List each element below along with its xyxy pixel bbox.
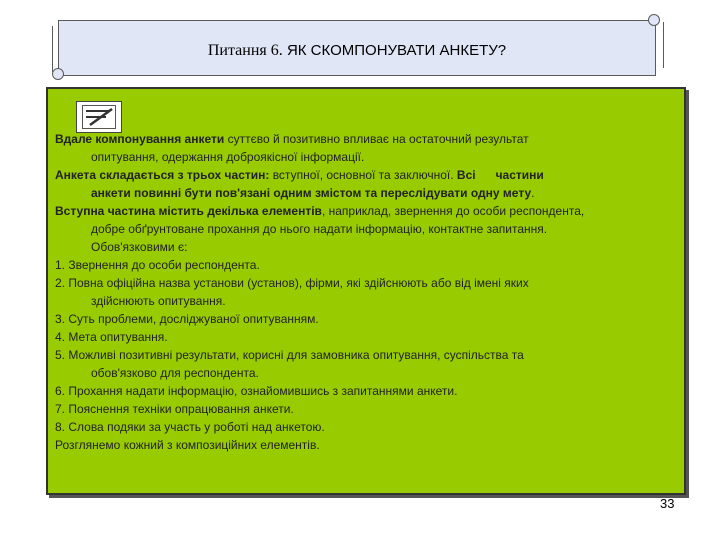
list-item-cont: здійснюють опитування. — [91, 294, 226, 308]
content-text — [55, 130, 679, 454]
p1-rest: суттєво й позитивно впливає на остаточний результат — [224, 132, 529, 146]
paragraph-2 — [55, 166, 679, 184]
list-item: 5. Можливі позитивні результати, корисні для замовника опитування, суспільства та — [55, 348, 524, 362]
p2-bold2: Всі частини — [453, 168, 544, 182]
p3-line3: Обов'язковими є: — [91, 240, 188, 254]
list-item: 2. Повна офіційна назва установи (установ), фірми, які здійснюють або від імені яких — [55, 276, 529, 290]
p1-bold: Вдале компонування анкети — [55, 132, 225, 146]
p3-bold: Вступна частина містить декілька елементів — [55, 204, 322, 218]
list-item-cont: обов'язково для респондента. — [91, 366, 259, 380]
page-title — [50, 42, 664, 60]
note-card-icon — [76, 101, 122, 133]
p2-line2-wrap — [55, 184, 679, 202]
p2-bold: Анкета складається з трьох частин: — [55, 168, 270, 182]
paragraph-3 — [55, 202, 679, 220]
p3-line2: добре обґрунтоване прохання до нього надати інформацію, контактне запитання. — [91, 222, 548, 236]
closing-text: Розглянемо кожний з композиційних елементів. — [55, 438, 320, 452]
title-banner — [50, 14, 664, 80]
scroll-curl-top — [648, 14, 660, 26]
title-main: ЯК СКОМПОНУВАТИ АНКЕТУ? — [286, 42, 507, 59]
list-item: 6. Прохання надати інформацію, ознайомившись з запитаннями анкети. — [55, 384, 458, 398]
list-item: 4. Мета опитування. — [55, 330, 168, 344]
title-prefix: Питання 6. — [207, 42, 283, 59]
p1-line2: опитування, одержання доброякісної інформації. — [91, 150, 365, 164]
list-item: 7. Пояснення техніки опрацювання анкети. — [55, 402, 294, 416]
p2-end: . — [531, 186, 535, 200]
list-item: 1. Звернення до особи респондента. — [55, 258, 260, 272]
p2-rest: вступної, основної та заключної. — [269, 168, 454, 182]
p2-line2: анкети повинні бути пов'язані одним змістом та переслідувати одну мету — [91, 186, 532, 200]
scroll-curl-bottom — [52, 68, 64, 80]
list-item: 8. Слова подяки за участь у роботі над анкетою. — [55, 420, 325, 434]
list-item: 3. Суть проблеми, досліджуваної опитуванням. — [55, 312, 319, 326]
paragraph-1 — [55, 130, 679, 148]
p3-rest: , наприклад, звернення до особи респондента, — [321, 204, 585, 218]
page-number: 33 — [660, 496, 675, 511]
